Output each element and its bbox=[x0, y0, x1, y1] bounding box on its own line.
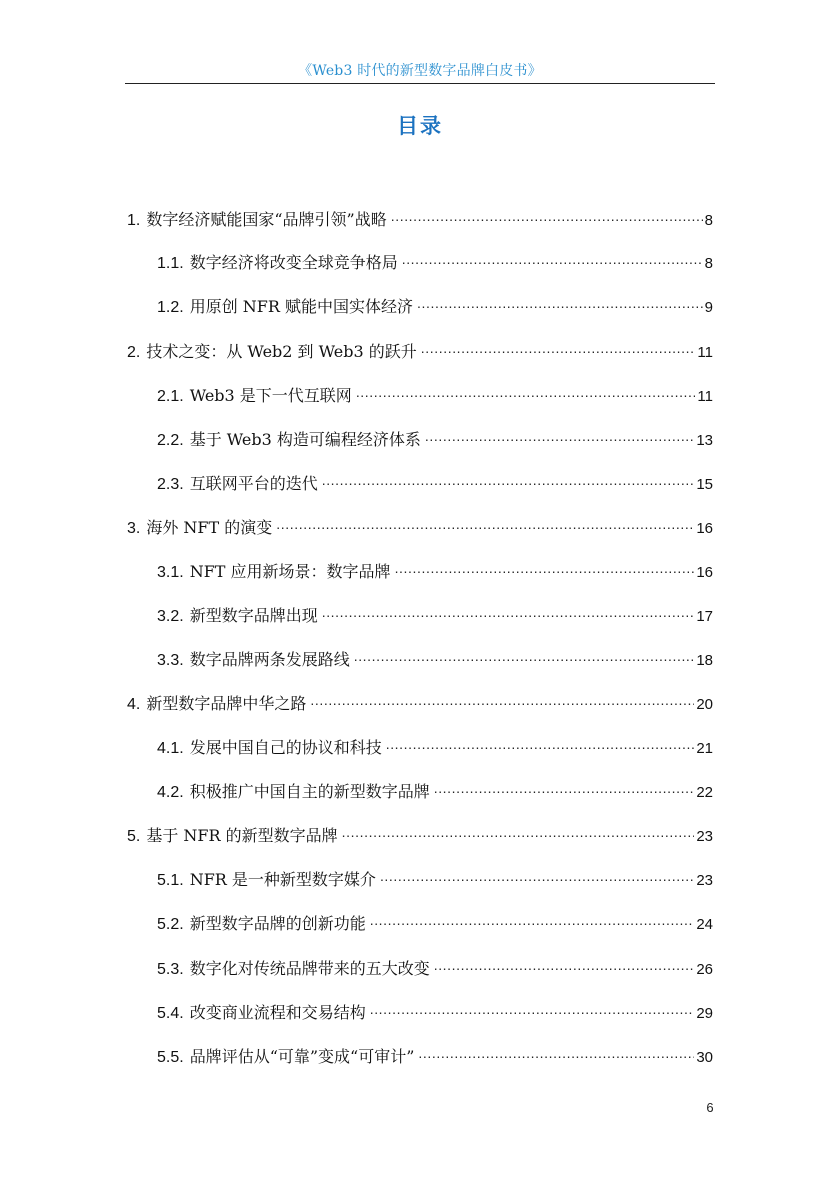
toc-entry-text: 数字化对传统品牌带来的五大改变 bbox=[189, 959, 430, 978]
toc-entry-number: 5.4. bbox=[157, 1005, 184, 1022]
toc-entry-text: 发展中国自己的协议和科技 bbox=[189, 738, 382, 757]
toc-entry-page: 29 bbox=[696, 1005, 713, 1022]
toc-entry[interactable] bbox=[127, 333, 713, 361]
toc-entry-text: 数字经济赋能国家“品牌引领”战略 bbox=[146, 210, 387, 229]
toc-dot-leader bbox=[356, 377, 696, 401]
toc-entry-page: 13 bbox=[696, 432, 713, 449]
toc-entry[interactable] bbox=[157, 244, 713, 272]
toc-dot-leader bbox=[425, 421, 694, 445]
toc-entry-number: 2.1. bbox=[157, 388, 184, 405]
toc-entry-page: 11 bbox=[697, 388, 713, 405]
toc-entry-page: 8 bbox=[704, 212, 713, 229]
toc-entry-text: NFT 应用新场景：数字品牌 bbox=[189, 562, 391, 581]
toc-entry-text: 互联网平台的迭代 bbox=[189, 474, 318, 493]
toc-entry[interactable] bbox=[127, 817, 713, 845]
toc-entry[interactable] bbox=[157, 597, 713, 625]
toc-entry-text: 新型数字品牌的创新功能 bbox=[189, 914, 366, 933]
toc-entry[interactable] bbox=[127, 685, 713, 713]
toc-entry-number: 5.5. bbox=[157, 1049, 184, 1066]
toc-entry-number: 5.3. bbox=[157, 961, 184, 978]
toc-dot-leader bbox=[322, 597, 695, 621]
toc-entry[interactable] bbox=[157, 729, 713, 757]
toc-entry-number: 2.2. bbox=[157, 432, 184, 449]
toc-entry-page: 22 bbox=[696, 784, 713, 801]
toc-dot-leader bbox=[434, 773, 695, 797]
toc-entry[interactable] bbox=[157, 553, 713, 581]
toc-entry-page: 24 bbox=[696, 916, 713, 933]
toc-dot-leader bbox=[322, 465, 695, 489]
toc-entry-page: 17 bbox=[696, 608, 713, 625]
toc-entry-number: 3. bbox=[127, 520, 141, 537]
toc-entry-page: 23 bbox=[696, 828, 713, 845]
toc-entry-text: Web3 是下一代互联网 bbox=[189, 386, 352, 405]
toc-entry-page: 26 bbox=[696, 961, 713, 978]
toc-entry-number: 3.3. bbox=[157, 652, 184, 669]
toc-entry-text: 积极推广中国自主的新型数字品牌 bbox=[189, 782, 430, 801]
running-header: 《Web3 时代的新型数字品牌白皮书》 bbox=[298, 63, 542, 79]
toc-dot-leader bbox=[310, 685, 694, 709]
toc-entry-page: 16 bbox=[696, 520, 713, 537]
toc-dot-leader bbox=[395, 553, 695, 577]
toc-dot-leader bbox=[402, 244, 703, 268]
toc-entry-page: 18 bbox=[696, 652, 713, 669]
toc-entry-text: 新型数字品牌出现 bbox=[189, 606, 318, 625]
toc-entry-number: 5. bbox=[127, 828, 141, 845]
toc-entry[interactable] bbox=[157, 465, 713, 493]
toc-entry[interactable] bbox=[157, 861, 713, 889]
toc-entry-text: 数字经济将改变全球竞争格局 bbox=[189, 253, 398, 272]
toc-dot-leader bbox=[386, 729, 695, 753]
toc-dot-leader bbox=[354, 641, 695, 665]
toc-entry-text: 数字品牌两条发展路线 bbox=[189, 650, 350, 669]
toc-entry-number: 4. bbox=[127, 696, 141, 713]
page-number: 6 bbox=[706, 1100, 714, 1115]
toc-entry-number: 1. bbox=[127, 212, 141, 229]
toc-dot-leader bbox=[370, 905, 695, 929]
toc-entry-page: 16 bbox=[696, 564, 713, 581]
toc-title: 目录 bbox=[397, 113, 443, 138]
toc-entry[interactable] bbox=[127, 509, 713, 537]
toc-entry-text: 技术之变：从 Web2 到 Web3 的跃升 bbox=[146, 342, 417, 361]
toc-dot-leader bbox=[370, 994, 695, 1018]
toc-dot-leader bbox=[380, 861, 694, 885]
toc-entry-text: 基于 Web3 构造可编程经济体系 bbox=[189, 430, 421, 449]
toc-entry-number: 4.2. bbox=[157, 784, 184, 801]
toc-entry-page: 8 bbox=[704, 255, 713, 272]
toc-entry-page: 30 bbox=[696, 1049, 713, 1066]
toc-entry-text: 新型数字品牌中华之路 bbox=[146, 694, 307, 713]
toc-entry[interactable] bbox=[157, 377, 713, 405]
toc-dot-leader bbox=[421, 333, 696, 357]
toc-entry[interactable] bbox=[127, 201, 713, 229]
toc-entry-number: 3.2. bbox=[157, 608, 184, 625]
toc-entry-number: 1.1. bbox=[157, 255, 184, 272]
toc-entry-text: 改变商业流程和交易结构 bbox=[189, 1003, 366, 1022]
toc-dot-leader bbox=[276, 509, 694, 533]
toc-entry-number: 5.2. bbox=[157, 916, 184, 933]
toc-entry-number: 5.1. bbox=[157, 872, 184, 889]
toc-entry[interactable] bbox=[157, 421, 713, 449]
toc-entry[interactable] bbox=[157, 905, 713, 933]
toc-entry-page: 9 bbox=[704, 299, 713, 316]
toc-entry-number: 4.1. bbox=[157, 740, 184, 757]
toc-dot-leader bbox=[418, 1038, 694, 1062]
toc-entry[interactable] bbox=[157, 950, 713, 978]
toc-entry-page: 20 bbox=[696, 696, 713, 713]
toc-entry[interactable] bbox=[157, 641, 713, 669]
toc-entry[interactable] bbox=[157, 1038, 713, 1066]
toc-dot-leader bbox=[391, 201, 703, 225]
toc-entry-text: 海外 NFT 的演变 bbox=[146, 518, 273, 537]
toc-entry-number: 1.2. bbox=[157, 299, 184, 316]
toc-entry-page: 15 bbox=[696, 476, 713, 493]
toc-entry-text: 品牌评估从“可靠”变成“可审计” bbox=[189, 1047, 415, 1066]
toc-entry-page: 23 bbox=[696, 872, 713, 889]
toc-dot-leader bbox=[434, 950, 695, 974]
toc-entry[interactable] bbox=[157, 288, 713, 316]
toc-entry-page: 21 bbox=[696, 740, 713, 757]
toc-entry-text: 用原创 NFR 赋能中国实体经济 bbox=[189, 297, 414, 316]
toc-entry-text: NFR 是一种新型数字媒介 bbox=[189, 870, 376, 889]
toc-entry[interactable] bbox=[157, 994, 713, 1022]
toc-entry-text: 基于 NFR 的新型数字品牌 bbox=[146, 826, 338, 845]
toc-entry-page: 11 bbox=[697, 344, 713, 361]
toc-entry-number: 2.3. bbox=[157, 476, 184, 493]
toc-dot-leader bbox=[417, 288, 703, 312]
toc-entry-number: 2. bbox=[127, 344, 141, 361]
toc-entry[interactable] bbox=[157, 773, 713, 801]
toc-entry-number: 3.1. bbox=[157, 564, 184, 581]
toc-dot-leader bbox=[342, 817, 695, 841]
